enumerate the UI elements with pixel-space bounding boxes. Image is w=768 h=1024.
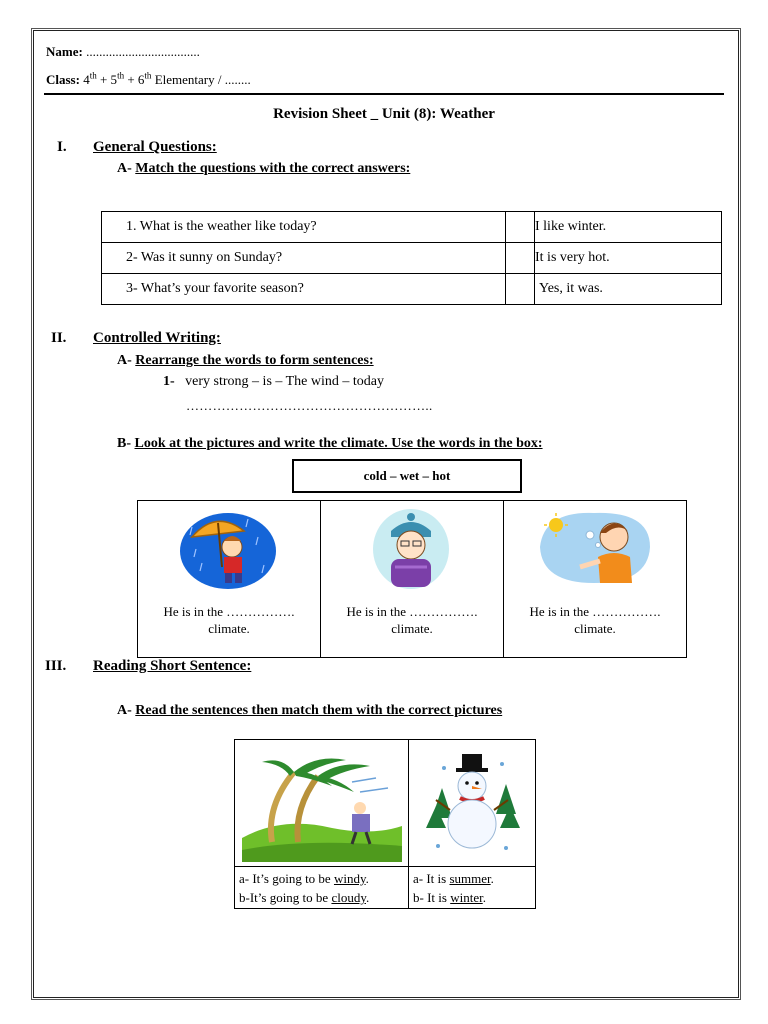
answer-cell: I like winter. — [535, 212, 722, 243]
rain-umbrella-boy-icon — [178, 507, 278, 589]
table-row — [102, 243, 722, 274]
question-cell: 3- What’s your favorite season? — [102, 274, 506, 305]
question-cell: 2- Was it sunny on Sunday? — [102, 243, 506, 274]
section2-b: B- Look at the pictures and write the climate. Use the words in the box: — [117, 436, 543, 451]
class-label: Class: — [46, 72, 80, 87]
name-blank: ................................... — [86, 44, 200, 59]
match-cell[interactable] — [506, 212, 535, 243]
section2-numeral: II. — [51, 330, 67, 346]
climate-cell-hot — [504, 501, 686, 657]
section2-a: A- Rearrange the words to form sentences: — [117, 353, 374, 368]
page-title: Revision Sheet _ Unit (8): Weather — [273, 106, 495, 122]
rearrange-item: 1- very strong – is – The wind – today — [163, 374, 385, 389]
climate-caption: He is in the ……………. climate. — [163, 604, 295, 636]
answer-cell: Yes, it was. — [535, 274, 722, 305]
section2-heading: Controlled Writing: — [93, 330, 221, 346]
windy-cell — [235, 740, 409, 908]
windy-sentences: a- It’s going to be windy. b-It’s going to be cloudy. — [239, 871, 370, 905]
section1-sub: A- Match the questions with the correct answers: — [117, 161, 411, 176]
table-row — [102, 212, 722, 243]
name-label: Name: — [46, 44, 83, 59]
section3-a: A- Read the sentences then match them with the correct pictures — [117, 703, 503, 718]
cold-boy-icon — [361, 507, 461, 589]
answer-cell: It is very hot. — [535, 243, 722, 274]
match-cell[interactable] — [506, 274, 535, 305]
climate-pictures — [137, 500, 687, 658]
snowman-icon — [424, 748, 520, 860]
climate-caption: He is in the ……………. climate. — [346, 604, 478, 636]
question-cell: 1. What is the weather like today? — [102, 212, 506, 243]
windy-palm-trees-icon — [242, 746, 402, 862]
climate-caption: He is in the ……………. climate. — [529, 604, 661, 636]
hot-sun-boy-icon — [534, 507, 654, 587]
section3-numeral: III. — [45, 658, 67, 674]
section1-heading: General Questions: — [93, 139, 217, 155]
word-box: cold – wet – hot — [292, 459, 522, 493]
winter-cell — [409, 740, 535, 908]
section3-heading: Reading Short Sentence: — [93, 658, 252, 674]
section1-numeral: I. — [57, 139, 67, 155]
table-row — [102, 274, 722, 305]
match-cell[interactable] — [506, 243, 535, 274]
climate-cell-cold — [321, 501, 504, 657]
class-line — [46, 72, 251, 88]
climate-cell-wet — [138, 501, 321, 657]
match-table — [101, 211, 722, 305]
name-line — [46, 44, 200, 60]
header-divider — [44, 93, 724, 95]
class-value: 4th + 5th + 6th Elementary / ........ — [83, 70, 251, 87]
reading-match-table — [234, 739, 536, 909]
season-sentences: a- It is summer. b- It is winter. — [413, 871, 494, 905]
answer-blank-line[interactable]: ……………………………………………….. — [186, 398, 433, 413]
